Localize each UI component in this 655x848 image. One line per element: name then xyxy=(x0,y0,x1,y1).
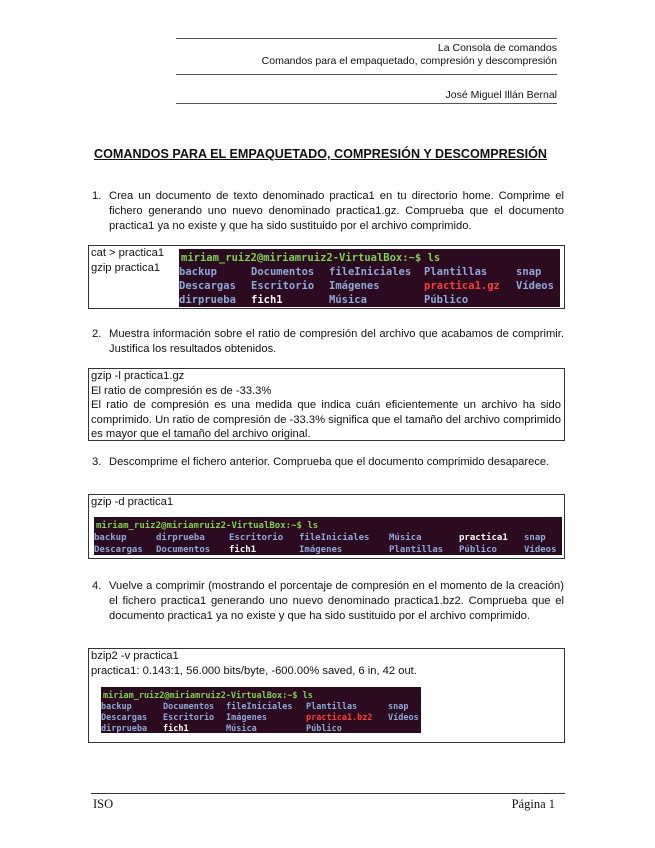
terminal-entry: Público xyxy=(424,294,469,306)
header-rule-middle xyxy=(176,74,557,75)
terminal-entry: dirprueba xyxy=(156,533,205,543)
terminal-entry: backup xyxy=(179,266,217,278)
terminal-entry: Imágenes xyxy=(329,280,380,292)
terminal-entry: snap xyxy=(516,266,542,278)
terminal-entry-file: fich1 xyxy=(163,724,189,733)
terminal-entry: snap xyxy=(524,533,546,543)
exercise-text: Vuelve a comprimir (mostrando el porcentaje de compresión en el momento de la creación) el fichero practica1 generando uno nuevo denominado practica1.bz2. Comprueba que el documento practica1 ya no existe y que ha sido sustituido por el archivo comprimido. xyxy=(109,580,564,622)
header-rule-top xyxy=(176,38,557,39)
answer-box-4 xyxy=(88,648,565,743)
terminal-entry: Música xyxy=(389,533,422,543)
terminal-entry: Descargas xyxy=(101,713,148,723)
exercise-number: 3. xyxy=(92,456,102,468)
terminal-entry: Documentos xyxy=(156,545,211,555)
terminal-entry: Música xyxy=(226,724,257,733)
exercise-1 xyxy=(92,189,564,234)
terminal-entry: fileIniciales xyxy=(329,266,412,278)
page-title: COMANDOS PARA EL EMPAQUETADO, COMPRESIÓN Y DESCOMPRESIÓN xyxy=(94,147,547,161)
terminal-entry: Imágenes xyxy=(226,713,267,723)
terminal-prompt: miriam_ruiz2@miriamruiz2-VirtualBox:~$ ls xyxy=(96,521,319,531)
answer-line: practica1: 0.143:1, 56.000 bits/byte, -600.00% saved, 6 in, 42 out. xyxy=(91,664,417,677)
terminal-entry: Público xyxy=(459,545,497,555)
header-course: La Consola de comandos xyxy=(437,42,557,54)
answer-line: gzip practica1 xyxy=(91,261,161,274)
footer-subject: ISO xyxy=(93,797,114,811)
footer-rule xyxy=(91,793,565,794)
terminal-entry: Documentos xyxy=(251,266,315,278)
terminal-entry: backup xyxy=(94,533,127,543)
terminal-entry: Escritorio xyxy=(163,713,215,723)
terminal-entry: Escritorio xyxy=(251,280,315,292)
exercise-number: 1. xyxy=(92,190,102,202)
terminal-entry: Vídeos xyxy=(388,713,419,723)
terminal-screenshot-1 xyxy=(179,249,560,307)
header-rule-bottom xyxy=(176,103,557,104)
terminal-entry: snap xyxy=(388,702,409,712)
terminal-prompt: miriam_ruiz2@miriamruiz2-VirtualBox:~$ ls xyxy=(103,691,313,701)
terminal-entry-file: fich1 xyxy=(229,545,257,555)
terminal-entry: dirprueba xyxy=(101,724,148,733)
terminal-entry-file: practica1 xyxy=(459,533,508,543)
exercise-text: Muestra información sobre el ratio de compresión del archivo que acabamos de comprimir. Justifica los resultados obtenidos. xyxy=(109,328,564,355)
terminal-entry-archive: practica1.bz2 xyxy=(306,713,373,723)
header-author: José Miguel Illán Bernal xyxy=(445,89,557,101)
terminal-entry: Imágenes xyxy=(299,545,343,555)
answer-box-2 xyxy=(88,368,565,441)
terminal-entry: Vídeos xyxy=(516,280,554,292)
answer-line: gzip -d practica1 xyxy=(91,496,174,508)
exercise-4 xyxy=(92,579,564,624)
answer-line: El ratio de compresión es una medida que indica cuán eficientemente un archivo ha sido comprimido. Un ratio de compresión de -33.3% significa que el tamaño del archivo comprimido es mayor que el tamaño del archivo original. xyxy=(91,399,561,440)
terminal-screenshot-2 xyxy=(94,517,562,555)
terminal-entry-file: fich1 xyxy=(251,294,283,306)
terminal-entry: Descargas xyxy=(179,280,236,292)
exercise-number: 4. xyxy=(92,580,102,592)
terminal-entry: fileIniciales xyxy=(299,533,370,543)
terminal-prompt: miriam_ruiz2@miriamruiz2-VirtualBox:~$ ls xyxy=(181,252,441,264)
terminal-entry: Público xyxy=(306,724,342,733)
answer-line: cat > practica1 xyxy=(91,247,165,259)
terminal-entry: Música xyxy=(329,294,367,306)
terminal-entry: Plantillas xyxy=(389,545,444,555)
terminal-entry: fileIniciales xyxy=(226,702,293,712)
header-topic: Comandos para el empaquetado, compresión y descompresión xyxy=(261,55,557,67)
terminal-entry: Plantillas xyxy=(306,702,358,712)
footer-page-number: Página 1 xyxy=(511,797,555,811)
exercise-text: Descomprime el fichero anterior. Comprueba que el documento comprimido desaparece. xyxy=(109,456,550,468)
answer-box-1 xyxy=(88,245,565,309)
answer-line: El ratio de compresión es de -33.3% xyxy=(91,384,272,397)
terminal-entry-archive: practica1.gz xyxy=(424,280,500,292)
terminal-entry: Vídeos xyxy=(524,545,557,555)
exercise-text: Crea un documento de texto denominado practica1 en tu directorio home. Comprime el fichero generando uno nuevo denominado practica1.gz. Comprueba que el documento practica1 ya no existe y que ha sido sustituido por el archivo comprimido. xyxy=(109,190,564,232)
exercise-number: 2. xyxy=(92,328,102,340)
terminal-entry: backup xyxy=(101,702,132,712)
terminal-entry: Descargas xyxy=(94,545,143,555)
exercise-2 xyxy=(92,327,564,357)
terminal-entry: Escritorio xyxy=(229,533,284,543)
terminal-entry: dirprueba xyxy=(179,294,236,306)
terminal-screenshot-3 xyxy=(101,687,421,733)
answer-line: gzip -l practica1.gz xyxy=(91,370,185,382)
terminal-entry: Documentos xyxy=(163,702,215,712)
exercise-3 xyxy=(92,455,564,470)
terminal-entry: Plantillas xyxy=(424,266,488,278)
answer-box-3 xyxy=(88,494,565,559)
answer-line: bzip2 -v practica1 xyxy=(91,650,179,662)
